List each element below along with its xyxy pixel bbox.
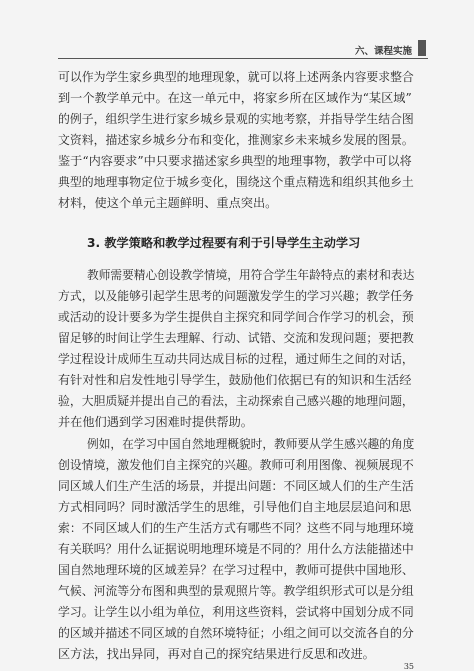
text-line: 创设情境，激发他们自主探究的兴趣。教师可利用图像、视频展现不 — [58, 458, 414, 472]
text-line: 索：不同区域人们的生产生活方式有哪些不同？这些不同与地理环境 — [58, 521, 414, 535]
page-number: 35 — [403, 662, 414, 671]
text-line: 方式，以及能够引起学生思考的问题激发学生的学习兴趣；教学任务 — [58, 289, 414, 303]
text-line: 气候、河流等分布图和典型的景观照片等。教学组织形式可以是分组 — [58, 584, 414, 598]
text-line: 学过程设计成师生互动共同达成目标的过程，通过师生之间的对话， — [58, 352, 414, 366]
text-line: 有关联吗？用什么证据说明地理环境是不同的？用什么方法能描述中 — [58, 542, 414, 556]
header-tab-marker — [418, 40, 426, 56]
text-line: 典型的地理事物定位于城乡变化，围绕这个重点精选和组织其他乡土 — [58, 175, 414, 189]
text-line: 文资料，描述家乡城乡分布和变化，推测家乡未来城乡发展的图景。 — [58, 133, 414, 147]
running-header: 六、课程实施 — [354, 46, 412, 57]
text-line: 例如，在学习中国自然地理概貌时，教师要从学生感兴趣的角度 — [87, 437, 415, 451]
text-line: 材料，使这个单元主题鲜明、重点突出。 — [58, 196, 278, 210]
header-rule — [58, 58, 428, 59]
text-line: 的区域并描述不同区域的自然环境特征；小组之间可以交流各自的分 — [58, 626, 414, 640]
text-line: 的例子，组织学生进行家乡城乡景观的实地考察，并指导学生结合图 — [58, 112, 414, 126]
text-line: 学习。让学生以小组为单位，利用这些资料，尝试将中国划分成不同 — [58, 605, 414, 619]
text-line: 并在他们遇到学习困难时提供帮助。 — [58, 415, 253, 429]
section-heading: 3. 教学策略和教学过程要有利于引导学生主动学习 — [87, 236, 361, 250]
text-line: 国自然地理环境的区域差异？在学习过程中，教师可提供中国地形、 — [58, 563, 414, 577]
text-line: 区方法，找出异同，再对自己的探究结果进行反思和改进。 — [58, 647, 375, 661]
text-line: 验，大胆质疑并提出自己的看法，主动探索自己感兴趣的地理问题， — [58, 394, 414, 408]
text-line: 教师需要精心创设教学情境，用符合学生年龄特点的素材和表达 — [87, 268, 415, 282]
text-line: 留足够的时间让学生去理解、行动、试错、交流和发现问题；要把教 — [58, 331, 414, 345]
text-line: 或活动的设计要多为学生提供自主探究和同学间合作学习的机会，预 — [58, 310, 414, 324]
text-line: 同区域人们生产生活的场景，并提出问题：不同区域人们的生产生活 — [58, 479, 414, 493]
text-line: 到一个教学单元中。在这一单元中，将家乡所在区域作为“某区域” — [58, 91, 412, 105]
text-line: 鉴于“内容要求”中只要求描述家乡典型的地理事物，教学中可以将 — [58, 154, 412, 168]
text-line: 可以作为学生家乡典型的地理现象，就可以将上述两条内容要求整合 — [58, 70, 414, 84]
text-line: 有针对性和启发性地引导学生，鼓励他们依据已有的知识和生活经 — [58, 373, 412, 387]
text-line: 方式相同吗？同时激活学生的思维，引导他们自主地层层追问和思 — [58, 500, 412, 514]
